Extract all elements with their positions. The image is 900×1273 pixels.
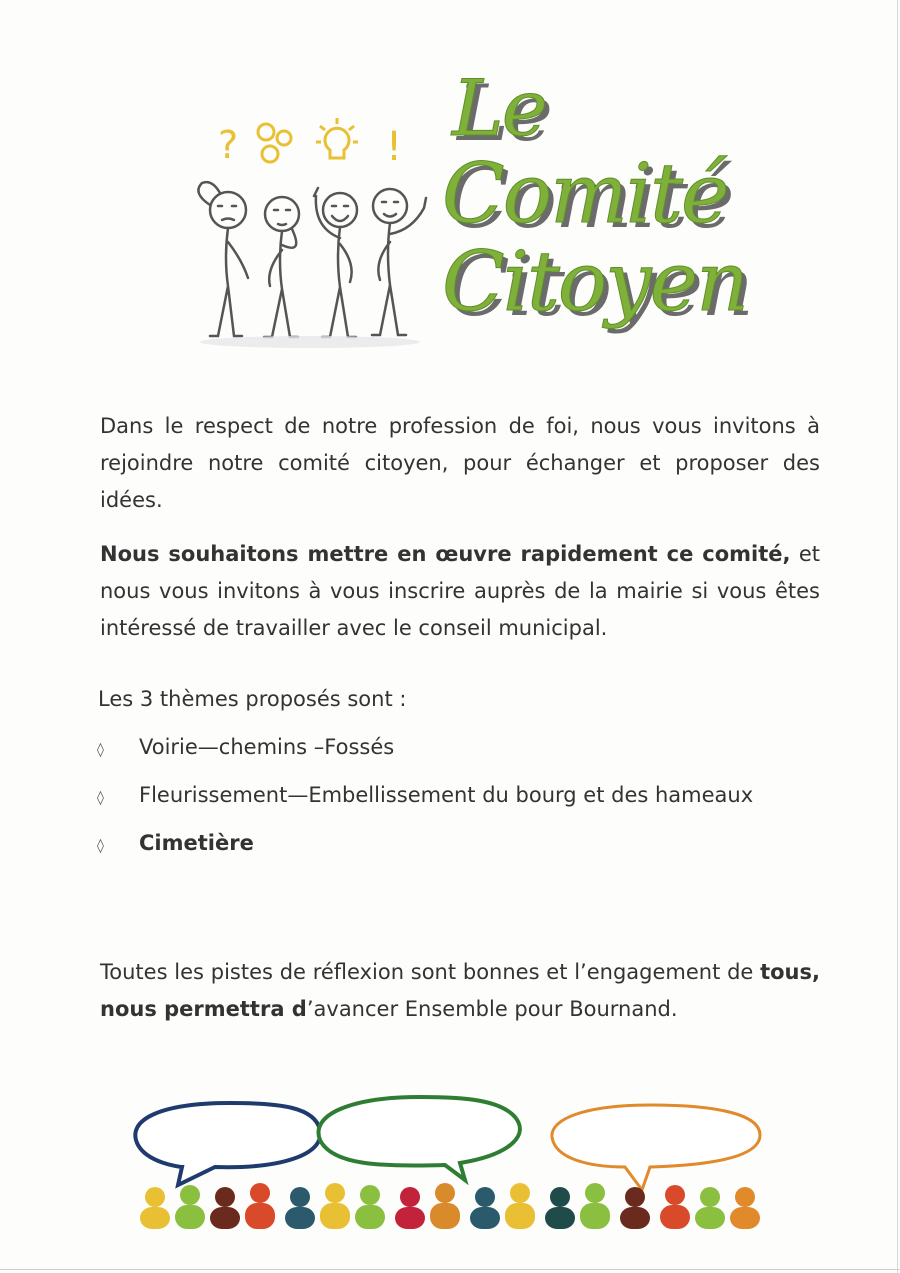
scan-edge-right — [897, 0, 898, 1273]
person-figure-3 — [314, 188, 357, 337]
speech-bubbles-crowd-illustration — [120, 1085, 780, 1245]
list-item — [97, 735, 817, 783]
closing-text-2: ’avancer Ensemble pour Bournand. — [306, 997, 678, 1021]
intro-paragraph: Dans le respect de notre profession de foi, nous vous invitons à rejoindre notre comité citoyen, pour échanger et proposer des idées. — [100, 414, 820, 512]
question-mark-icon: ? — [218, 123, 239, 167]
themes-heading: Les 3 thèmes proposés sont : — [98, 687, 407, 711]
commitment-rest-text: et nous vous invitons à vous inscrire auprès de la mairie si vous êtes intéressé de travailler avec le conseil municipal. — [100, 542, 820, 640]
gears-icon — [258, 124, 291, 162]
exclamation-mark-icon: ! — [386, 124, 403, 170]
speech-bubble-blue-icon — [135, 1103, 320, 1185]
themes-list — [97, 735, 817, 879]
theme-label: Voirie—chemins –Fossés — [139, 735, 395, 759]
thinking-people-illustration — [180, 110, 440, 360]
lightbulb-icon — [316, 118, 358, 158]
person-figure-2 — [264, 197, 299, 337]
diamond-bullet-icon: ◊ — [97, 838, 104, 854]
speech-bubble-green-icon — [318, 1097, 519, 1180]
speech-bubble-orange-icon — [552, 1105, 760, 1190]
header — [180, 64, 747, 370]
title-line-comite: Comité — [442, 147, 728, 242]
list-item — [97, 783, 817, 831]
title-line-citoyen: Citoyen — [442, 235, 747, 330]
title-line-le: Le — [452, 64, 546, 154]
diamond-bullet-icon: ◊ — [97, 742, 104, 758]
closing-bold-text: tous, nous permettra d — [100, 960, 820, 1021]
theme-label: Cimetière — [139, 831, 254, 855]
scan-edge-bottom — [0, 1269, 900, 1270]
crowd-of-people-icon — [140, 1183, 760, 1229]
person-figure-1 — [198, 182, 248, 336]
list-item — [97, 831, 817, 879]
person-figure-4 — [372, 189, 426, 335]
commitment-bold-text: Nous souhaitons mettre en œuvre rapidement ce comité, — [100, 542, 791, 566]
theme-label: Fleurissement—Embellissement du bourg et des hameaux — [139, 783, 754, 807]
title-le-comite-citoyen — [442, 64, 747, 330]
closing-text-1: Toutes les pistes de réflexion sont bonnes et l’engagement de — [100, 960, 761, 984]
commitment-paragraph — [100, 536, 820, 647]
diamond-bullet-icon: ◊ — [97, 790, 104, 806]
closing-paragraph — [100, 954, 820, 1028]
